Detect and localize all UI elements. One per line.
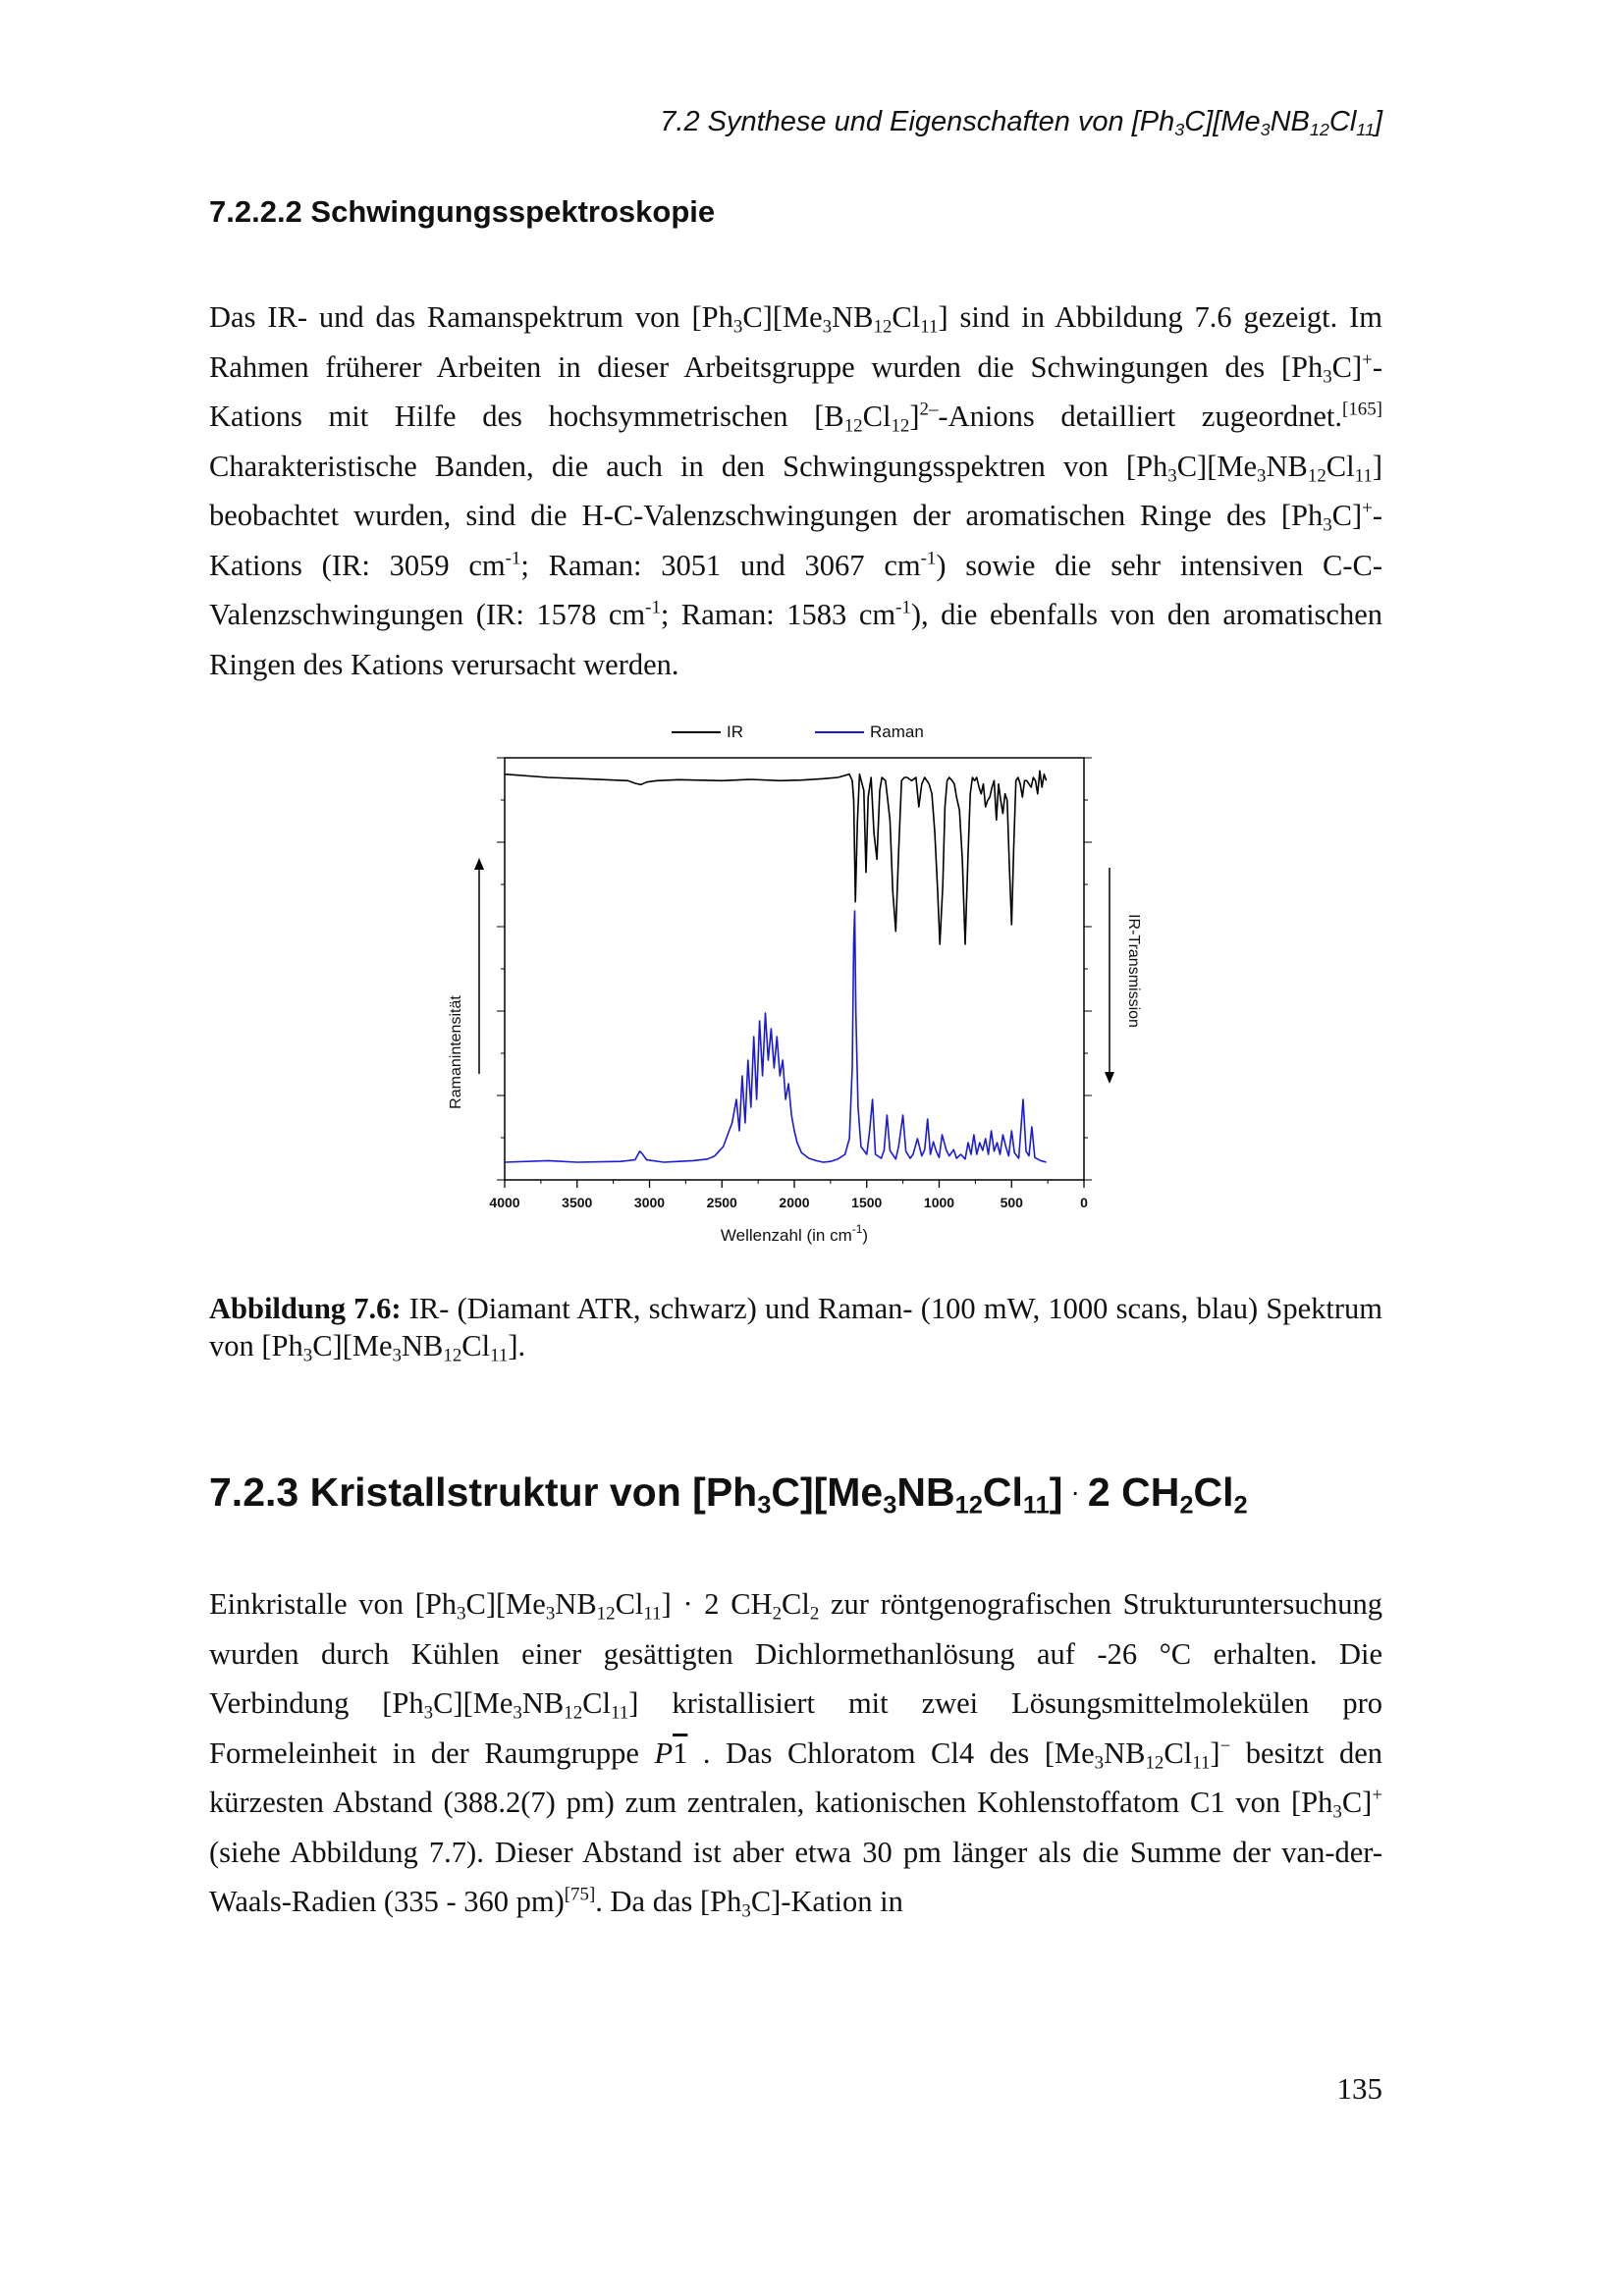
x-tick-label: 500 [1000, 1195, 1023, 1210]
x-tick-label: 2500 [706, 1195, 737, 1210]
paragraph-vibrational-spectroscopy: Das IR- und das Ramanspektrum von $[Ph_3C][Me_3NB_{12}Cl_{11}]$ sind in Abbildung 7.6 gezeigt. Im Rahmen früherer Arbeiten in dieser Arbeitsgruppe wurden die Schwingungen des $[Ph_3C]^+$-Kations mit Hilfe des hochsymmetrischen $[B_{12}Cl_{12}]^{2-}$-Anions detailliert zugeordnet.[165] Charakteristische Banden, die auch in den Schwingungsspektren von $[Ph_3C][Me_3NB_{12}Cl_{11}]$ beobachtet wurden, sind die H-C-Valenzschwingungen der aromatischen Ringe des $[Ph_3C]^+$-Kations (IR: 3059 $cm^{-1}$; Raman: 3051 und 3067 $cm^{-1}$) sowie die sehr intensiven C-C-Valenzschwingungen (IR: 1578 $cm^{-1}$; Raman: 1583 $cm^{-1}$), die ebenfalls von den aromatischen Ringen des Kations verursacht werden. [209, 300, 1382, 681]
x-tick-label: 0 [1080, 1195, 1088, 1210]
page-number: 135 [1336, 2071, 1382, 2106]
x-axis-label: Wellenzahl (in $cm^{-1}$) [720, 1222, 869, 1245]
legend-raman-label: Raman [870, 722, 924, 741]
ir-raman-chart [432, 711, 1142, 1260]
running-head: 7.2 Synthese und Eigenschaften von $[Ph_3C][Me_3NB_{12}Cl_{11}]$ [660, 106, 1382, 140]
subsection-heading: 7.2.3 Kristallstruktur von $[Ph_3C][Me_3NB_{12}Cl_{11}] \cdot 2$ $CH_2Cl_2$ [209, 1469, 1248, 1520]
raman-spectrum-line [505, 911, 1047, 1162]
y-left-label: Ramanintensität [448, 995, 464, 1109]
x-tick-label: 3000 [633, 1195, 666, 1210]
space-group-symbol: P [654, 1735, 674, 1770]
ir-arrowhead [1105, 1072, 1114, 1084]
plot-frame [505, 758, 1084, 1180]
figure-caption: Abbildung 7.6: IR- (Diamant ATR, schwarz) und Raman- (100 mW, 1000 scans, blau) Spektrum von $[Ph_3C][Me_3NB_{12}Cl_{11}]$. [209, 1292, 1382, 1366]
y-right-label: IR-Transmission [1125, 914, 1142, 1028]
x-tick-label: 4000 [489, 1195, 520, 1210]
ir-spectrum-line [505, 771, 1047, 944]
paragraph-crystal-structure: Einkristalle von $[Ph_3C][Me_3NB_{12}Cl_{11}] \cdot 2$ $CH_2Cl_2$ zur röntgenografischen Strukturuntersuchung wurden durch Kühlen einer gesättigten Dichlormethanlösung auf -26 °C erhalten. Die Verbindung $[Ph_3C][Me_3NB_{12}Cl_{11}]$ kristallisiert mit zwei Lösungsmittelmolekülen pro Formeleinheit in der Raumgruppe P1 . Das Chloratom Cl4 des $[Me_3NB_{12}Cl_{11}]^-$ besitzt den kürzesten Abstand (388.2(7) pm) zum zentralen, kationischen Kohlenstoffatom C1 von $[Ph_3C]^+$ (siehe Abbildung 7.7). Dieser Abstand ist aber etwa 30 pm länger als die Summe der van-der-Waals-Radien (335 - 360 pm)[75]. Da das $[Ph_3C]$-Kation in [209, 1587, 1382, 1922]
citation-165[interactable]: [165] [1342, 399, 1382, 420]
x-tick-label: 1000 [923, 1195, 955, 1210]
chart-ticks [497, 758, 1092, 1188]
section-heading: 7.2.2.2 Schwingungsspektroskopie [209, 194, 716, 229]
citation-75[interactable]: [75] [564, 1884, 596, 1905]
x-tick-labels [489, 1195, 1088, 1210]
spectrum-figure [432, 711, 1142, 1260]
x-tick-label: 2000 [779, 1195, 810, 1210]
chart-series [505, 771, 1047, 1162]
x-tick-label: 3500 [562, 1195, 593, 1210]
raman-arrowhead [474, 858, 484, 870]
x-tick-label: 1500 [851, 1195, 883, 1210]
legend-ir-label: IR [727, 722, 743, 741]
chart-legend [672, 722, 924, 741]
